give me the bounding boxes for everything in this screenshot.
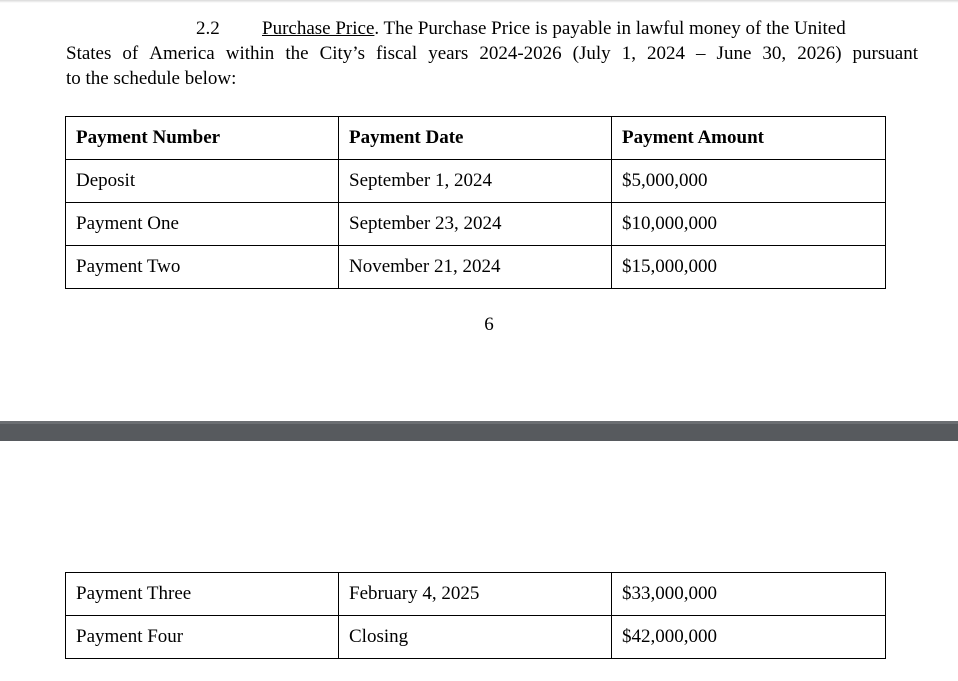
header-payment-amount: Payment Amount <box>612 117 886 160</box>
payment-date-cell: November 21, 2024 <box>339 246 612 289</box>
payment-number-cell: Deposit <box>66 160 339 203</box>
paragraph-word: the <box>285 43 309 64</box>
paragraph-word: pursuant <box>852 43 918 64</box>
payment-date-cell: February 4, 2025 <box>339 573 612 616</box>
section-number: 2.2 <box>196 18 220 39</box>
page-separator <box>0 421 958 441</box>
payment-number-cell: Payment One <box>66 203 339 246</box>
paragraph-word: 2024 <box>646 43 685 64</box>
paragraph-line-1-text: . The Purchase Price is payable in lawful money of the United <box>374 18 846 39</box>
paragraph-word: of <box>122 43 139 64</box>
payment-date-cell: Closing <box>339 616 612 659</box>
paragraph-line-3: to the schedule below: <box>66 68 237 89</box>
payment-number-cell: Payment Four <box>66 616 339 659</box>
payment-amount-cell: $5,000,000 <box>612 160 886 203</box>
payment-amount-cell: $33,000,000 <box>612 573 886 616</box>
paragraph-word: June <box>716 43 752 64</box>
paragraph-word: – <box>696 43 706 64</box>
payment-amount-cell: $15,000,000 <box>612 246 886 289</box>
paragraph-word: America <box>149 43 215 64</box>
payment-amount-cell: $42,000,000 <box>612 616 886 659</box>
payment-date-cell: September 1, 2024 <box>339 160 612 203</box>
paragraph-line-2 <box>66 41 918 66</box>
paragraph-word: 1, <box>621 43 636 64</box>
section-2-2-paragraph <box>66 16 918 91</box>
table-row <box>66 616 886 659</box>
paragraph-word: City’s <box>319 43 365 64</box>
table-row <box>66 246 886 289</box>
table-row <box>66 573 886 616</box>
paragraph-word: States <box>66 43 112 64</box>
table-row <box>66 203 886 246</box>
page-edge-shadow <box>0 0 958 3</box>
payment-schedule-table-continued <box>65 572 886 659</box>
paragraph-word: 30, <box>762 43 787 64</box>
header-payment-date: Payment Date <box>339 117 612 160</box>
table-row <box>66 160 886 203</box>
header-payment-number: Payment Number <box>66 117 339 160</box>
paragraph-line-1 <box>66 16 918 41</box>
payment-number-cell: Payment Three <box>66 573 339 616</box>
paragraph-word: years <box>428 43 469 64</box>
paragraph-word: 2024-2026 <box>479 43 562 64</box>
section-title: Purchase Price <box>262 18 375 39</box>
paragraph-word: fiscal <box>376 43 418 64</box>
payment-number-cell: Payment Two <box>66 246 339 289</box>
page-number: 6 <box>484 314 494 335</box>
payment-schedule-table <box>65 116 886 289</box>
payment-date-cell: September 23, 2024 <box>339 203 612 246</box>
paragraph-word: within <box>225 43 275 64</box>
page-separator-edge <box>0 421 958 424</box>
paragraph-word: (July <box>572 43 611 64</box>
table-header-row <box>66 117 886 160</box>
paragraph-word: 2026) <box>797 43 842 64</box>
payment-amount-cell: $10,000,000 <box>612 203 886 246</box>
